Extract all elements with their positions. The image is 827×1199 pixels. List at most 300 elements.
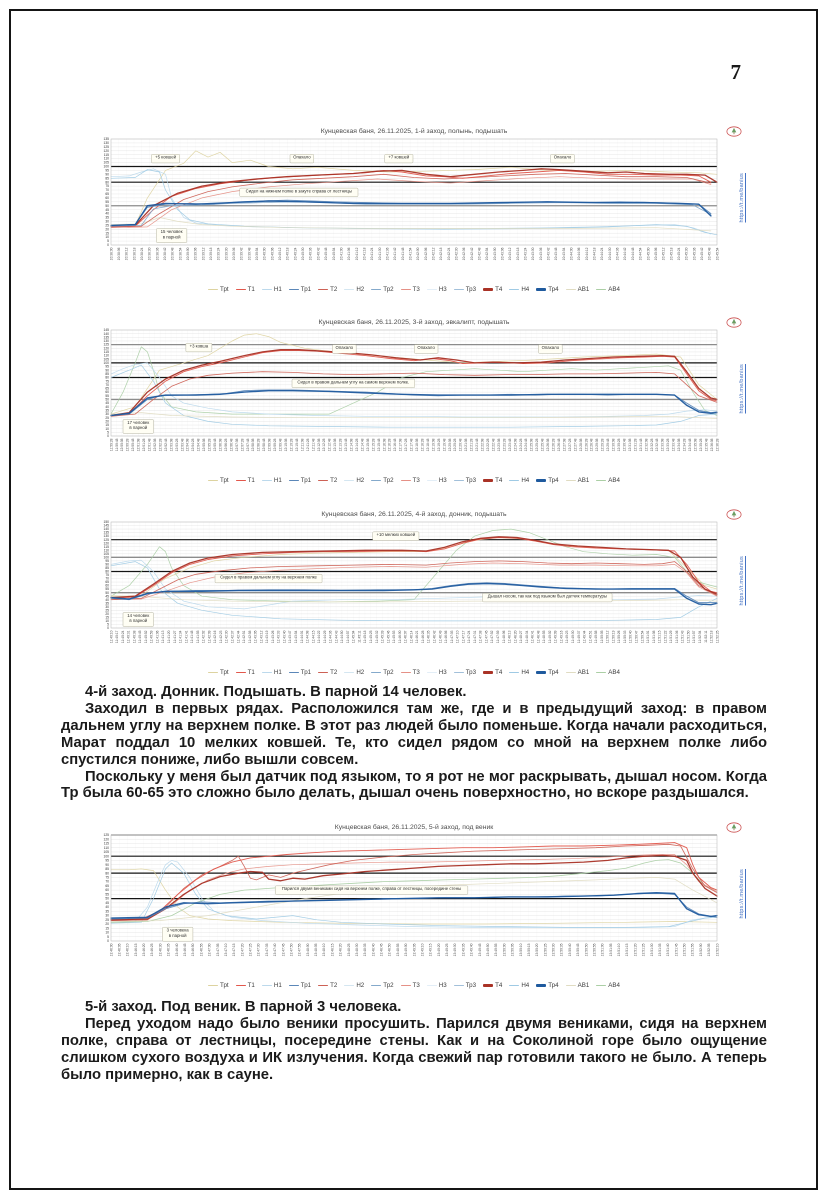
svg-text:11:40:59: 11:40:59 xyxy=(149,630,154,644)
svg-text:20: 20 xyxy=(105,611,109,616)
svg-text:12:33:48: 12:33:48 xyxy=(671,438,676,452)
svg-text:11:52:18: 11:52:18 xyxy=(709,630,714,644)
svg-text:12:35:48: 12:35:48 xyxy=(704,438,709,452)
svg-text:55: 55 xyxy=(105,199,109,204)
legend-dash xyxy=(318,289,328,291)
legend-label: H1 xyxy=(273,982,282,989)
svg-text:13:51:20: 13:51:20 xyxy=(633,943,638,957)
svg-text:11:40:17: 11:40:17 xyxy=(115,630,120,644)
svg-text:11:52:11: 11:52:11 xyxy=(703,630,708,643)
legend-label: Трt xyxy=(220,477,229,484)
legend-label: Трt xyxy=(220,286,229,293)
svg-text:12:17:48: 12:17:48 xyxy=(409,438,414,452)
legend-label: T4 xyxy=(495,669,503,676)
svg-text:105: 105 xyxy=(103,850,109,855)
svg-text:50: 50 xyxy=(105,203,109,208)
legend-entry xyxy=(289,477,311,484)
legend-label: Тр4 xyxy=(548,477,559,484)
svg-text:13:47:25: 13:47:25 xyxy=(248,943,253,957)
svg-text:10:38:36: 10:38:36 xyxy=(155,247,160,261)
svg-text:10:42:42: 10:42:42 xyxy=(469,247,474,261)
svg-text:13:49:30: 13:49:30 xyxy=(453,943,458,957)
svg-text:12:36:28: 12:36:28 xyxy=(715,438,720,452)
svg-text:120: 120 xyxy=(103,346,109,351)
legend-entry xyxy=(454,286,476,293)
chart-legend xyxy=(84,667,744,678)
svg-text:10:44:30: 10:44:30 xyxy=(607,247,612,261)
svg-text:45: 45 xyxy=(105,594,109,599)
svg-text:13:46:20: 13:46:20 xyxy=(142,943,147,957)
svg-text:12:01:48: 12:01:48 xyxy=(147,438,152,452)
svg-text:13:49:00: 13:49:00 xyxy=(404,943,409,957)
svg-text:11:45:53: 11:45:53 xyxy=(392,630,397,644)
chart-title: Кунцевская баня, 26.11.2025, 5-й заход, под веник xyxy=(334,824,494,831)
svg-text:10:38:42: 10:38:42 xyxy=(162,247,167,261)
svg-text:Дышал носом, так как под языко: Дышал носом, так как под языком был датчик температуры xyxy=(487,593,607,599)
svg-text:55: 55 xyxy=(105,393,109,398)
svg-text:10:44:12: 10:44:12 xyxy=(584,247,589,261)
svg-text:120: 120 xyxy=(103,837,109,842)
svg-text:11:50:40: 11:50:40 xyxy=(628,630,633,644)
legend-entry xyxy=(483,286,502,293)
svg-text:13:50:55: 13:50:55 xyxy=(592,943,597,957)
legend-label: H4 xyxy=(521,669,530,676)
svg-text:11:52:04: 11:52:04 xyxy=(697,630,702,644)
legend-entry xyxy=(536,286,558,293)
svg-text:10:41:12: 10:41:12 xyxy=(354,247,359,261)
svg-text:105: 105 xyxy=(103,357,109,362)
svg-text:10:41:42: 10:41:42 xyxy=(393,247,398,261)
svg-text:12:30:28: 12:30:28 xyxy=(617,438,622,452)
svg-text:Опахало: Опахало xyxy=(553,154,572,160)
svg-text:12:27:28: 12:27:28 xyxy=(567,438,572,452)
watermark-link[interactable]: https://t.me/banius xyxy=(739,556,745,606)
legend-dash xyxy=(454,985,464,987)
svg-text:12:32:48: 12:32:48 xyxy=(655,438,660,452)
legend-label: T2 xyxy=(330,982,338,989)
svg-text:11:41:34: 11:41:34 xyxy=(178,630,183,644)
legend-label: Тр1 xyxy=(300,286,312,293)
svg-text:5: 5 xyxy=(107,239,109,244)
legend-label: Тр2 xyxy=(383,286,394,293)
legend-dash xyxy=(401,480,411,482)
svg-text:10:44:36: 10:44:36 xyxy=(615,247,620,261)
svg-text:12:24:08: 12:24:08 xyxy=(513,438,518,452)
svg-text:11:48:20: 11:48:20 xyxy=(513,630,518,644)
svg-text:12:07:48: 12:07:48 xyxy=(245,438,250,452)
svg-text:10:38:12: 10:38:12 xyxy=(124,247,129,261)
svg-text:11:47:59: 11:47:59 xyxy=(495,630,500,644)
svg-text:12:12:28: 12:12:28 xyxy=(322,438,327,452)
svg-text:11:40:52: 11:40:52 xyxy=(143,630,148,644)
svg-text:10:40:12: 10:40:12 xyxy=(278,247,283,261)
legend-label: Тр2 xyxy=(383,477,394,484)
svg-text:13:49:45: 13:49:45 xyxy=(477,943,482,957)
svg-text:11:45:25: 11:45:25 xyxy=(369,630,374,644)
svg-text:Сидел на нижнем полке в закуте: Сидел на нижнем полке в закуте справа от лестницы xyxy=(245,188,353,194)
svg-text:13:47:10: 13:47:10 xyxy=(223,943,228,957)
svg-text:12:33:28: 12:33:28 xyxy=(666,438,671,452)
legend-dash xyxy=(566,480,576,482)
svg-text:95: 95 xyxy=(105,558,109,563)
svg-text:10:38:24: 10:38:24 xyxy=(139,247,144,261)
svg-text:0: 0 xyxy=(107,939,109,944)
svg-text:12:28:28: 12:28:28 xyxy=(584,438,589,452)
legend-entry xyxy=(427,669,447,676)
chart-2-slot xyxy=(84,318,744,486)
svg-text:10:41:18: 10:41:18 xyxy=(362,247,367,261)
svg-text:12:00:48: 12:00:48 xyxy=(131,438,136,452)
svg-text:13:51:05: 13:51:05 xyxy=(608,943,613,957)
svg-text:12:03:28: 12:03:28 xyxy=(174,438,179,452)
svg-text:10:44:00: 10:44:00 xyxy=(569,247,574,261)
svg-text:11:41:06: 11:41:06 xyxy=(155,630,160,644)
svg-text:13:51:00: 13:51:00 xyxy=(600,943,605,957)
svg-text:125: 125 xyxy=(103,537,109,542)
legend-label: H1 xyxy=(273,477,282,484)
svg-text:13:51:55: 13:51:55 xyxy=(690,943,695,957)
svg-text:20: 20 xyxy=(105,227,109,232)
svg-text:12:31:28: 12:31:28 xyxy=(633,438,638,452)
legend-dash xyxy=(236,289,246,291)
svg-text:12:00:28: 12:00:28 xyxy=(125,438,130,452)
svg-text:12:34:48: 12:34:48 xyxy=(688,438,693,452)
svg-text:12:07:28: 12:07:28 xyxy=(240,438,245,452)
svg-text:11:40:10: 11:40:10 xyxy=(109,630,114,644)
svg-text:20: 20 xyxy=(105,419,109,424)
legend-entry xyxy=(236,982,255,989)
svg-text:75: 75 xyxy=(105,875,109,880)
legend-dash xyxy=(262,672,272,674)
legend-entry xyxy=(566,477,590,484)
svg-text:11:42:16: 11:42:16 xyxy=(213,630,218,644)
legend-dash xyxy=(483,984,493,987)
svg-text:11:40:38: 11:40:38 xyxy=(132,630,137,644)
svg-text:11:50:12: 11:50:12 xyxy=(605,630,610,644)
svg-text:11:42:23: 11:42:23 xyxy=(218,630,223,644)
legend-dash xyxy=(289,289,299,291)
svg-text:110: 110 xyxy=(103,353,109,358)
svg-text:11:51:29: 11:51:29 xyxy=(669,630,674,644)
svg-text:11:51:57: 11:51:57 xyxy=(692,630,697,644)
svg-text:3 человека: 3 человека xyxy=(166,927,189,933)
svg-text:+5 ковшей: +5 ковшей xyxy=(155,154,177,160)
legend-dash xyxy=(318,672,328,674)
legend-entry xyxy=(401,982,420,989)
svg-text:13:51:25: 13:51:25 xyxy=(641,943,646,957)
svg-text:11:44:57: 11:44:57 xyxy=(345,630,350,644)
svg-text:12:05:08: 12:05:08 xyxy=(202,438,207,452)
svg-text:11:46:56: 11:46:56 xyxy=(444,630,449,644)
club-logo-icon xyxy=(726,317,742,328)
svg-text:65: 65 xyxy=(105,386,109,391)
svg-text:17 человек: 17 человек xyxy=(127,419,150,425)
svg-text:95: 95 xyxy=(105,858,109,863)
svg-text:13:49:20: 13:49:20 xyxy=(436,943,441,957)
svg-text:10:42:18: 10:42:18 xyxy=(439,247,444,261)
legend-dash xyxy=(454,289,464,291)
svg-text:12:34:08: 12:34:08 xyxy=(677,438,682,452)
legend-entry xyxy=(536,982,558,989)
legend-label: АВ1 xyxy=(577,669,590,676)
svg-text:11:41:20: 11:41:20 xyxy=(167,630,172,644)
legend-label: H1 xyxy=(273,286,282,293)
svg-text:10:45:30: 10:45:30 xyxy=(684,247,689,261)
legend-entry xyxy=(344,982,364,989)
svg-text:100: 100 xyxy=(103,555,109,560)
svg-text:5: 5 xyxy=(107,622,109,627)
legend-entry xyxy=(318,669,337,676)
svg-text:13:46:40: 13:46:40 xyxy=(174,943,179,957)
legend-label: H4 xyxy=(521,982,530,989)
chart-plot xyxy=(84,327,744,474)
svg-text:10:38:54: 10:38:54 xyxy=(178,247,183,261)
svg-text:85: 85 xyxy=(105,867,109,872)
svg-text:35: 35 xyxy=(105,601,109,606)
svg-text:11:44:15: 11:44:15 xyxy=(311,630,316,644)
legend-entry xyxy=(536,477,558,484)
legend-label: T2 xyxy=(330,669,338,676)
legend-entry xyxy=(371,669,393,676)
chart-plot xyxy=(84,832,744,979)
svg-text:12:08:48: 12:08:48 xyxy=(262,438,267,452)
legend-entry xyxy=(236,286,255,293)
legend-label: T4 xyxy=(495,286,503,293)
svg-text:75: 75 xyxy=(105,379,109,384)
svg-text:12:16:08: 12:16:08 xyxy=(382,438,387,452)
svg-text:13:50:20: 13:50:20 xyxy=(535,943,540,957)
svg-text:12:35:28: 12:35:28 xyxy=(698,438,703,452)
svg-text:25: 25 xyxy=(105,917,109,922)
svg-text:13:49:25: 13:49:25 xyxy=(445,943,450,957)
legend-dash xyxy=(566,985,576,987)
legend-label: T4 xyxy=(495,982,503,989)
svg-text:30: 30 xyxy=(105,412,109,417)
svg-text:10:42:48: 10:42:48 xyxy=(477,247,482,261)
svg-text:10:39:30: 10:39:30 xyxy=(224,247,229,261)
svg-text:13:52:05: 13:52:05 xyxy=(707,943,712,957)
svg-text:11:50:19: 11:50:19 xyxy=(611,630,616,644)
svg-text:115: 115 xyxy=(103,544,109,549)
svg-text:11:43:33: 11:43:33 xyxy=(276,630,281,644)
legend-label: T4 xyxy=(495,477,503,484)
svg-text:12:14:08: 12:14:08 xyxy=(349,438,354,452)
legend-dash xyxy=(344,480,354,482)
svg-text:13:47:15: 13:47:15 xyxy=(232,943,237,957)
svg-text:12:16:28: 12:16:28 xyxy=(387,438,392,452)
svg-text:11:41:27: 11:41:27 xyxy=(172,630,177,644)
svg-text:в парной: в парной xyxy=(162,234,181,240)
svg-text:11:47:38: 11:47:38 xyxy=(478,630,483,644)
svg-text:13:50:50: 13:50:50 xyxy=(584,943,589,957)
svg-text:11:49:16: 11:49:16 xyxy=(559,630,564,644)
svg-text:15: 15 xyxy=(105,926,109,931)
svg-text:11:47:17: 11:47:17 xyxy=(461,630,466,644)
svg-text:12:20:28: 12:20:28 xyxy=(453,438,458,452)
svg-text:12:24:48: 12:24:48 xyxy=(524,438,529,452)
legend-dash xyxy=(536,984,546,987)
legend-entry xyxy=(262,982,282,989)
svg-text:11:48:55: 11:48:55 xyxy=(542,630,547,644)
svg-text:85: 85 xyxy=(105,371,109,376)
svg-text:10:43:48: 10:43:48 xyxy=(554,247,559,261)
svg-text:12:13:48: 12:13:48 xyxy=(344,438,349,452)
svg-text:13:51:10: 13:51:10 xyxy=(617,943,622,957)
legend-dash xyxy=(483,479,493,482)
svg-text:13:50:45: 13:50:45 xyxy=(576,943,581,957)
svg-text:12:28:08: 12:28:08 xyxy=(578,438,583,452)
legend-dash xyxy=(509,289,519,291)
svg-text:11:47:03: 11:47:03 xyxy=(449,630,454,644)
svg-text:110: 110 xyxy=(103,156,109,161)
svg-text:12:15:48: 12:15:48 xyxy=(376,438,381,452)
svg-text:130: 130 xyxy=(103,339,109,344)
svg-text:13:46:15: 13:46:15 xyxy=(133,943,138,957)
svg-text:11:46:07: 11:46:07 xyxy=(403,630,408,644)
svg-text:12:03:08: 12:03:08 xyxy=(169,438,174,452)
svg-text:13:51:45: 13:51:45 xyxy=(674,943,679,957)
legend-dash xyxy=(344,672,354,674)
svg-text:11:45:46: 11:45:46 xyxy=(386,630,391,644)
watermark-link[interactable]: https://t.me/banius xyxy=(739,364,745,414)
svg-text:12:17:28: 12:17:28 xyxy=(404,438,409,452)
svg-text:11:43:47: 11:43:47 xyxy=(288,630,293,644)
legend-label: H3 xyxy=(438,982,447,989)
legend-label: T1 xyxy=(247,477,255,484)
legend-label: H4 xyxy=(521,477,530,484)
svg-text:10:39:36: 10:39:36 xyxy=(232,247,237,261)
svg-text:12:27:08: 12:27:08 xyxy=(562,438,567,452)
svg-text:13:49:15: 13:49:15 xyxy=(428,943,433,957)
chart-4-slot xyxy=(84,823,744,991)
svg-text:12:04:28: 12:04:28 xyxy=(191,438,196,452)
svg-text:12:09:28: 12:09:28 xyxy=(273,438,278,452)
legend-entry xyxy=(483,982,502,989)
svg-text:125: 125 xyxy=(103,144,109,149)
svg-text:12:15:08: 12:15:08 xyxy=(365,438,370,452)
svg-text:11:41:48: 11:41:48 xyxy=(190,630,195,644)
svg-text:10:38:00: 10:38:00 xyxy=(109,247,114,261)
svg-text:11:44:36: 11:44:36 xyxy=(328,630,333,644)
svg-text:12:19:48: 12:19:48 xyxy=(442,438,447,452)
svg-text:12:21:08: 12:21:08 xyxy=(464,438,469,452)
svg-text:10:41:30: 10:41:30 xyxy=(377,247,382,261)
svg-text:10:39:54: 10:39:54 xyxy=(255,247,260,261)
chart-figure xyxy=(84,823,744,991)
svg-text:25: 25 xyxy=(105,608,109,613)
svg-text:12:28:48: 12:28:48 xyxy=(589,438,594,452)
svg-text:11:42:44: 11:42:44 xyxy=(236,630,241,644)
svg-text:11:40:31: 11:40:31 xyxy=(126,630,131,644)
svg-text:13:47:45: 13:47:45 xyxy=(281,943,286,957)
legend-entry xyxy=(454,669,476,676)
svg-text:12:35:08: 12:35:08 xyxy=(693,438,698,452)
svg-text:Парился двумя вениками сидя на: Парился двумя вениками сидя на верхнем полке, справа от лестницы, посередине стены xyxy=(281,886,462,892)
svg-text:10:44:06: 10:44:06 xyxy=(577,247,582,261)
svg-text:80: 80 xyxy=(105,375,109,380)
legend-label: T3 xyxy=(412,669,420,676)
section-4th-round xyxy=(61,684,767,802)
svg-text:10:45:00: 10:45:00 xyxy=(646,247,651,261)
svg-text:10:40:18: 10:40:18 xyxy=(285,247,290,261)
legend-label: H3 xyxy=(438,477,447,484)
svg-text:11:46:21: 11:46:21 xyxy=(415,630,420,644)
legend-entry xyxy=(289,669,311,676)
svg-text:12:18:28: 12:18:28 xyxy=(420,438,425,452)
section-paragraph: Заходил в первых рядах. Расположился там же, где и в предыдущий заход: в правом дальнем углу на верхнем полке. В этот раз людей было поменьше. Когда начали расходиться, Марат поддал 10 мелких ковшей. Те, кто сидел рядом со мной на верхнем полке либо спустился пониже, либо вышли совсем. xyxy=(61,700,767,768)
svg-text:11:41:13: 11:41:13 xyxy=(161,630,166,644)
svg-text:11:42:02: 11:42:02 xyxy=(201,630,206,644)
svg-text:в парной: в парной xyxy=(129,618,148,624)
legend-label: T2 xyxy=(330,477,338,484)
svg-text:12:13:08: 12:13:08 xyxy=(333,438,338,452)
svg-text:25: 25 xyxy=(105,415,109,420)
legend-dash xyxy=(371,672,381,674)
watermark-link[interactable]: https://t.me/banius xyxy=(739,869,745,919)
svg-text:60: 60 xyxy=(105,390,109,395)
svg-text:90: 90 xyxy=(105,368,109,373)
svg-text:12:08:28: 12:08:28 xyxy=(256,438,261,452)
svg-text:110: 110 xyxy=(103,845,109,850)
svg-text:10:44:18: 10:44:18 xyxy=(592,247,597,261)
svg-text:135: 135 xyxy=(103,530,109,535)
svg-text:13:46:30: 13:46:30 xyxy=(158,943,163,957)
svg-text:11:50:47: 11:50:47 xyxy=(634,630,639,644)
svg-text:12:25:48: 12:25:48 xyxy=(540,438,545,452)
svg-text:95: 95 xyxy=(105,168,109,173)
svg-text:13:51:40: 13:51:40 xyxy=(666,943,671,957)
svg-text:11:44:29: 11:44:29 xyxy=(322,630,327,644)
svg-text:12:06:48: 12:06:48 xyxy=(229,438,234,452)
svg-text:11:47:10: 11:47:10 xyxy=(455,630,460,644)
svg-text:13:51:35: 13:51:35 xyxy=(657,943,662,957)
svg-text:11:41:41: 11:41:41 xyxy=(184,630,189,644)
svg-text:11:47:45: 11:47:45 xyxy=(484,630,489,644)
legend-entry xyxy=(208,286,229,293)
svg-text:10:39:18: 10:39:18 xyxy=(209,247,214,261)
svg-text:12:22:28: 12:22:28 xyxy=(486,438,491,452)
svg-text:20: 20 xyxy=(105,922,109,927)
legend-entry xyxy=(566,982,590,989)
svg-text:12:01:28: 12:01:28 xyxy=(142,438,147,452)
legend-entry xyxy=(401,669,420,676)
svg-text:11:49:58: 11:49:58 xyxy=(594,630,599,644)
legend-label: T3 xyxy=(412,982,420,989)
svg-text:12:01:08: 12:01:08 xyxy=(136,438,141,452)
svg-text:11:43:26: 11:43:26 xyxy=(270,630,275,644)
legend-entry xyxy=(483,477,502,484)
svg-text:13:46:35: 13:46:35 xyxy=(166,943,171,957)
svg-text:11:48:13: 11:48:13 xyxy=(507,630,512,644)
watermark-link[interactable]: https://t.me/banius xyxy=(739,173,745,223)
svg-text:35: 35 xyxy=(105,215,109,220)
legend-dash xyxy=(236,672,246,674)
svg-text:10:41:06: 10:41:06 xyxy=(347,247,352,261)
svg-text:13:50:15: 13:50:15 xyxy=(526,943,531,957)
legend-dash xyxy=(289,480,299,482)
svg-text:12:21:28: 12:21:28 xyxy=(469,438,474,452)
svg-text:11:45:11: 11:45:11 xyxy=(357,630,362,643)
svg-text:90: 90 xyxy=(105,562,109,567)
svg-text:10:44:54: 10:44:54 xyxy=(638,247,643,261)
svg-text:12:10:08: 12:10:08 xyxy=(284,438,289,452)
svg-text:25: 25 xyxy=(105,223,109,228)
svg-text:10:45:18: 10:45:18 xyxy=(669,247,674,261)
legend-dash xyxy=(208,480,218,482)
svg-text:13:50:30: 13:50:30 xyxy=(551,943,556,957)
svg-text:12:29:08: 12:29:08 xyxy=(595,438,600,452)
svg-text:11:49:51: 11:49:51 xyxy=(588,630,593,644)
